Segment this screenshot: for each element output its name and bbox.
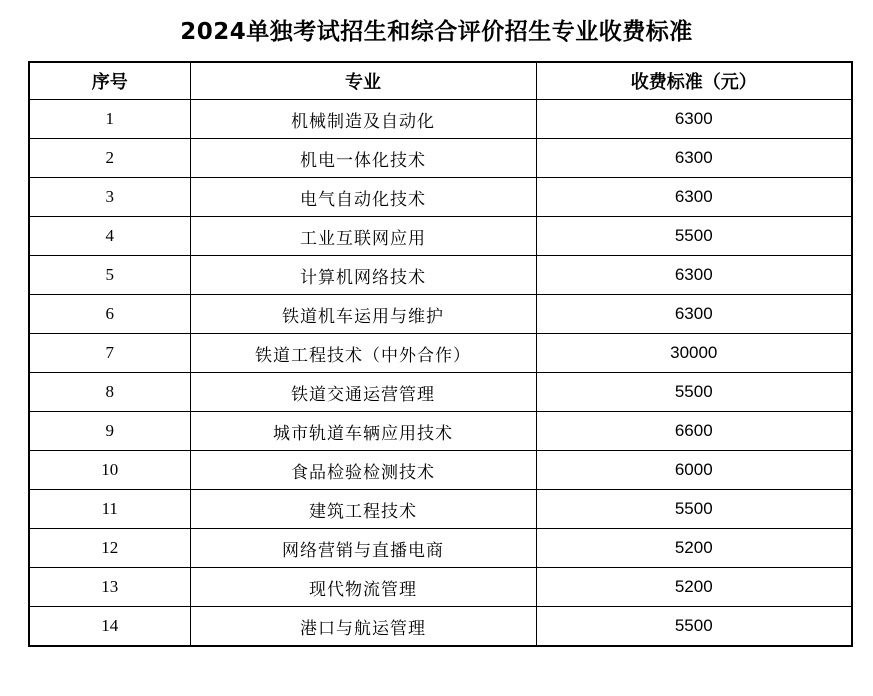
cell-serial-number: 3 [29, 178, 190, 217]
cell-fee: 6300 [536, 256, 852, 295]
header-major: 专业 [190, 62, 536, 100]
cell-fee: 6600 [536, 412, 852, 451]
cell-serial-number: 10 [29, 451, 190, 490]
cell-major: 城市轨道车辆应用技术 [190, 412, 536, 451]
cell-serial-number: 2 [29, 139, 190, 178]
cell-fee: 5500 [536, 373, 852, 412]
cell-major: 现代物流管理 [190, 568, 536, 607]
cell-major: 铁道机车运用与维护 [190, 295, 536, 334]
table-row [29, 412, 852, 451]
cell-serial-number: 6 [29, 295, 190, 334]
table-row [29, 178, 852, 217]
cell-major: 食品检验检测技术 [190, 451, 536, 490]
cell-fee: 5500 [536, 217, 852, 256]
table-row [29, 295, 852, 334]
cell-serial-number: 4 [29, 217, 190, 256]
cell-major: 工业互联网应用 [190, 217, 536, 256]
cell-major: 电气自动化技术 [190, 178, 536, 217]
table-row [29, 256, 852, 295]
cell-serial-number: 12 [29, 529, 190, 568]
cell-serial-number: 7 [29, 334, 190, 373]
cell-major: 机械制造及自动化 [190, 100, 536, 139]
table-row [29, 100, 852, 139]
table-row [29, 568, 852, 607]
cell-serial-number: 5 [29, 256, 190, 295]
cell-serial-number: 14 [29, 607, 190, 647]
cell-fee: 6300 [536, 139, 852, 178]
table-row [29, 373, 852, 412]
table-row [29, 334, 852, 373]
cell-fee: 5200 [536, 568, 852, 607]
cell-major: 计算机网络技术 [190, 256, 536, 295]
cell-fee: 5500 [536, 607, 852, 647]
cell-serial-number: 13 [29, 568, 190, 607]
table-row [29, 607, 852, 647]
header-serial-number: 序号 [29, 62, 190, 100]
cell-fee: 6000 [536, 451, 852, 490]
cell-major: 网络营销与直播电商 [190, 529, 536, 568]
table-row [29, 217, 852, 256]
cell-major: 机电一体化技术 [190, 139, 536, 178]
table-row [29, 451, 852, 490]
cell-major: 铁道交通运营管理 [190, 373, 536, 412]
cell-fee: 6300 [536, 295, 852, 334]
table-row [29, 490, 852, 529]
cell-fee: 5200 [536, 529, 852, 568]
cell-serial-number: 11 [29, 490, 190, 529]
cell-fee: 6300 [536, 100, 852, 139]
cell-serial-number: 9 [29, 412, 190, 451]
table-row [29, 139, 852, 178]
cell-serial-number: 1 [29, 100, 190, 139]
fee-standard-table [28, 61, 853, 647]
cell-serial-number: 8 [29, 373, 190, 412]
cell-major: 铁道工程技术（中外合作） [190, 334, 536, 373]
cell-major: 建筑工程技术 [190, 490, 536, 529]
cell-fee: 5500 [536, 490, 852, 529]
header-fee-standard: 收费标准（元） [536, 62, 852, 100]
table-header-row [29, 62, 852, 100]
cell-major: 港口与航运管理 [190, 607, 536, 647]
cell-fee: 6300 [536, 178, 852, 217]
document-title: 2024单独考试招生和综合评价招生专业收费标准 [180, 19, 693, 45]
table-row [29, 529, 852, 568]
cell-fee: 30000 [536, 334, 852, 373]
